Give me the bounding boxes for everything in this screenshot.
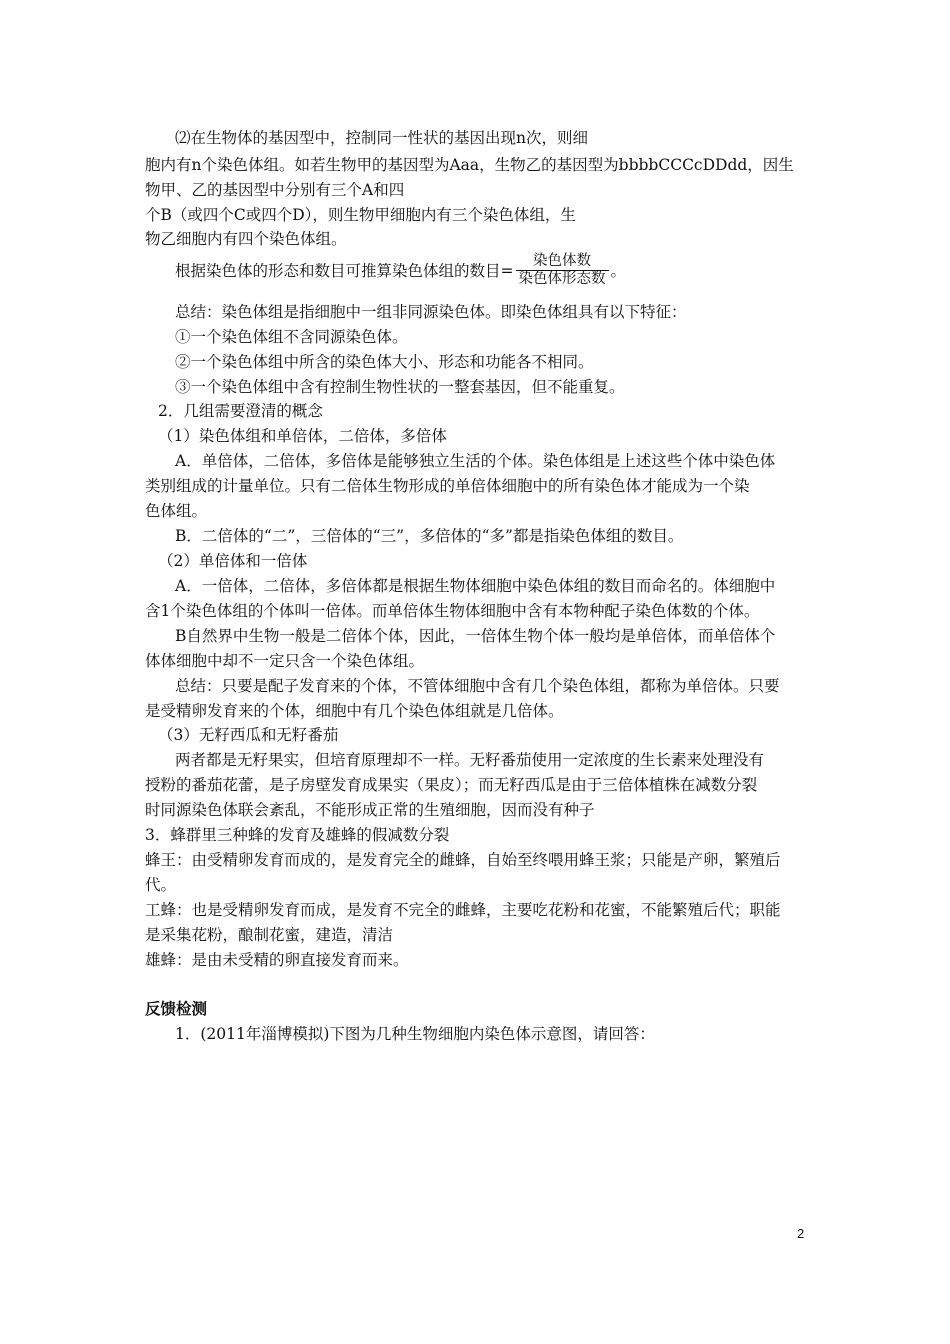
feature-item: ③一个染色体组中含有控制生物性状的一整套基因，但不能重复。 [175,378,625,396]
paragraph-line: ⑵在生物体的基因型中，控制同一性状的基因出现n次，则细 [175,129,588,147]
paragraph-line: B．二倍体的“二”，三倍体的“三”，多倍体的“多”都是指染色体组的数目。 [175,527,684,545]
fraction-denominator: 染色体形态数 [518,270,606,287]
question-1: 1．(2011年淄博模拟)下图为几种生物细胞内染色体示意图，请回答： [175,1025,655,1043]
paragraph-line: 授粉的番茄花蕾，是子房壁发育成果实（果皮）；而无籽西瓜是由于三倍体植株在减数分裂 [145,776,758,794]
feedback-heading: 反馈检测 [145,1000,208,1018]
paragraph-line: 是采集花粉，酿制花蜜，建造，清洁 [145,926,394,944]
paragraph-line: 两者都是无籽果实，但培育原理却不一样。无籽番茄使用一定浓度的生长素来处理没有 [175,751,765,769]
fraction-numerator: 染色体数 [533,252,591,269]
formula-prefix: 根据染色体的形态和数目可推算染色体组的数目= [175,262,514,280]
paragraph-line: 工蜂：也是受精卵发育而成，是发育不完全的雌蜂，主要吃花粉和花蜜，不能繁殖后代；职能 [145,901,781,919]
paragraph-line: 总结：只要是配子发育来的个体，不管体细胞中含有几个染色体组，都称为单倍体。只要 [175,677,780,695]
paragraph-line: 个B（或四个C或四个D），则生物甲细胞内有三个染色体组，生 [145,206,576,224]
paragraph-line: 代。 [145,876,177,894]
subheading: （3）无籽西瓜和无籽番茄 [158,726,339,744]
paragraph-line: 含1个染色体组的个体叫一倍体。而单倍体生物体细胞中含有本物种配子染色体数的个体。 [145,602,760,620]
paragraph-line: A．单倍体，二倍体，多倍体是能够独立生活的个体。染色体组是上述这些个体中染色体 [175,452,776,470]
formula-line [175,250,626,290]
paragraph-line: 类别组成的计量单位。只有二倍体生物形成的单倍体细胞中的所有染色体才能成为一个染 [145,477,750,495]
formula-suffix: 。 [610,262,627,280]
paragraph-line: 物甲、乙的基因型中分别有三个A和四 [145,181,405,199]
subheading: （1）染色体组和单倍体，二倍体，多倍体 [158,427,447,445]
feature-item: ②一个染色体组中所含的染色体大小、形态和功能各不相同。 [175,353,594,371]
paragraph-line: B自然界中生物一般是二倍体个体，因此，一倍体生物个体一般均是单倍体，而单倍体个 [175,627,776,645]
paragraph-line: 色体组。 [145,502,208,520]
subheading: （2）单倍体和一倍体 [158,552,308,570]
summary-line: 总结：染色体组是指细胞中一组非同源染色体。即染色体组具有以下特征： [175,303,687,321]
paragraph-line: 雄蜂：是由未受精的卵直接发育而来。 [145,951,409,969]
paragraph-line: 体体细胞中却不一定只含一个染色体组。 [145,652,425,670]
section-heading-2: 2．几组需要澄清的概念 [158,402,323,420]
paragraph-line: 蜂王：由受精卵发育而成的，是发育完全的雌蜂，自始至终喂用蜂王浆；只能是产卵，繁殖后 [145,851,781,869]
section-heading-3: 3．蜂群里三种蜂的发育及雄蜂的假减数分裂 [145,826,450,844]
page-number: 2 [797,1226,805,1241]
paragraph-line: 时同源染色体联会紊乱，不能形成正常的生殖细胞，因而没有种子 [145,801,595,819]
paragraph-line: 物乙细胞内有四个染色体组。 [145,230,347,248]
paragraph-line: A．一倍体，二倍体，多倍体都是根据生物体细胞中染色体组的数目而命名的。体细胞中 [175,577,776,595]
feature-item: ①一个染色体组不含同源染色体。 [175,328,408,346]
fraction [516,253,609,288]
paragraph-line: 是受精卵发育来的个体，细胞中有几个染色体组就是几倍体。 [145,702,564,720]
paragraph-line: 胞内有n个染色体组。如若生物甲的基因型为Aaa，生物乙的基因型为bbbbCCCcDDdd，因生 [145,156,794,174]
